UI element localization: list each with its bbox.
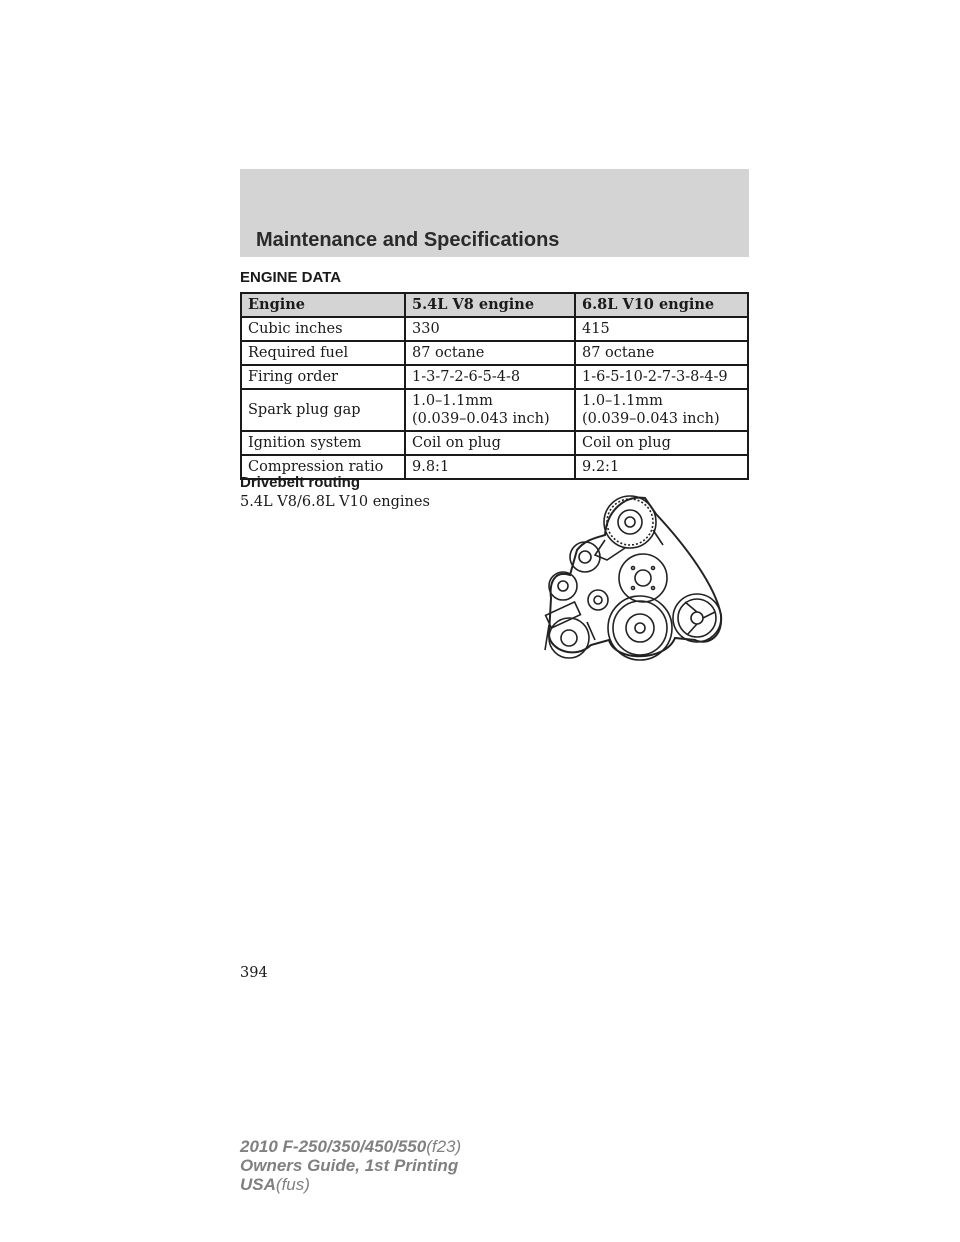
power-steering-pulley-icon — [673, 594, 721, 642]
spark-gap-mm: 1.0–1.1mm — [582, 393, 663, 409]
table-row — [241, 389, 748, 431]
footer-printing: Owners Guide, 1st Printing — [240, 1156, 459, 1175]
table-cell — [405, 389, 575, 431]
table-cell: Coil on plug — [405, 431, 575, 455]
table-cell: Required fuel — [241, 341, 405, 365]
drivebelt-caption: 5.4L V8/6.8L V10 engines — [240, 494, 430, 510]
drivebelt-heading: Drivebelt routing — [240, 474, 361, 491]
table-cell: 415 — [575, 317, 748, 341]
table-cell — [575, 389, 748, 431]
table-cell: 1-3-7-2-6-5-4-8 — [405, 365, 575, 389]
table-row — [241, 431, 748, 455]
table-header-row — [241, 293, 748, 317]
spark-gap-mm: 1.0–1.1mm — [412, 393, 493, 409]
belt-routing-diagram-icon — [535, 490, 755, 665]
table-cell: Coil on plug — [575, 431, 748, 455]
table-row — [241, 365, 748, 389]
water-pump-pulley-icon — [619, 554, 667, 602]
column-header: 6.8L V10 engine — [575, 293, 748, 317]
column-header: 5.4L V8 engine — [405, 293, 575, 317]
footer-region: USA — [240, 1175, 276, 1194]
footer — [240, 1137, 461, 1194]
spark-gap-inch: (0.039–0.043 inch) — [412, 411, 550, 427]
engine-data-heading: ENGINE DATA — [240, 269, 342, 286]
small-pulley-icon — [588, 590, 608, 610]
column-header: Engine — [241, 293, 405, 317]
footer-region-code: (fus) — [275, 1175, 310, 1194]
table-cell: Ignition system — [241, 431, 405, 455]
table-row — [241, 341, 748, 365]
table-cell: 330 — [405, 317, 575, 341]
ac-compressor-icon — [545, 602, 595, 658]
table-cell: Spark plug gap — [241, 389, 405, 431]
engine-data-table — [240, 292, 749, 480]
table-cell: 87 octane — [575, 341, 748, 365]
table-row — [241, 317, 748, 341]
footer-model-code: (f23) — [426, 1137, 462, 1156]
page-number: 394 — [240, 965, 268, 981]
left-idler-pulley-icon — [549, 572, 577, 600]
table-cell: 9.2:1 — [575, 455, 748, 479]
table-cell: 9.8:1 — [405, 455, 575, 479]
table-cell: Compression ratio — [241, 455, 405, 479]
page-title: Maintenance and Specifications — [256, 229, 560, 251]
spark-gap-inch: (0.039–0.043 inch) — [582, 411, 720, 427]
table-cell: Cubic inches — [241, 317, 405, 341]
footer-model: 2010 F-250/350/450/550 — [240, 1137, 427, 1156]
table-cell: Firing order — [241, 365, 405, 389]
table-cell: 1-6-5-10-2-7-3-8-4-9 — [575, 365, 748, 389]
table-cell: 87 octane — [405, 341, 575, 365]
